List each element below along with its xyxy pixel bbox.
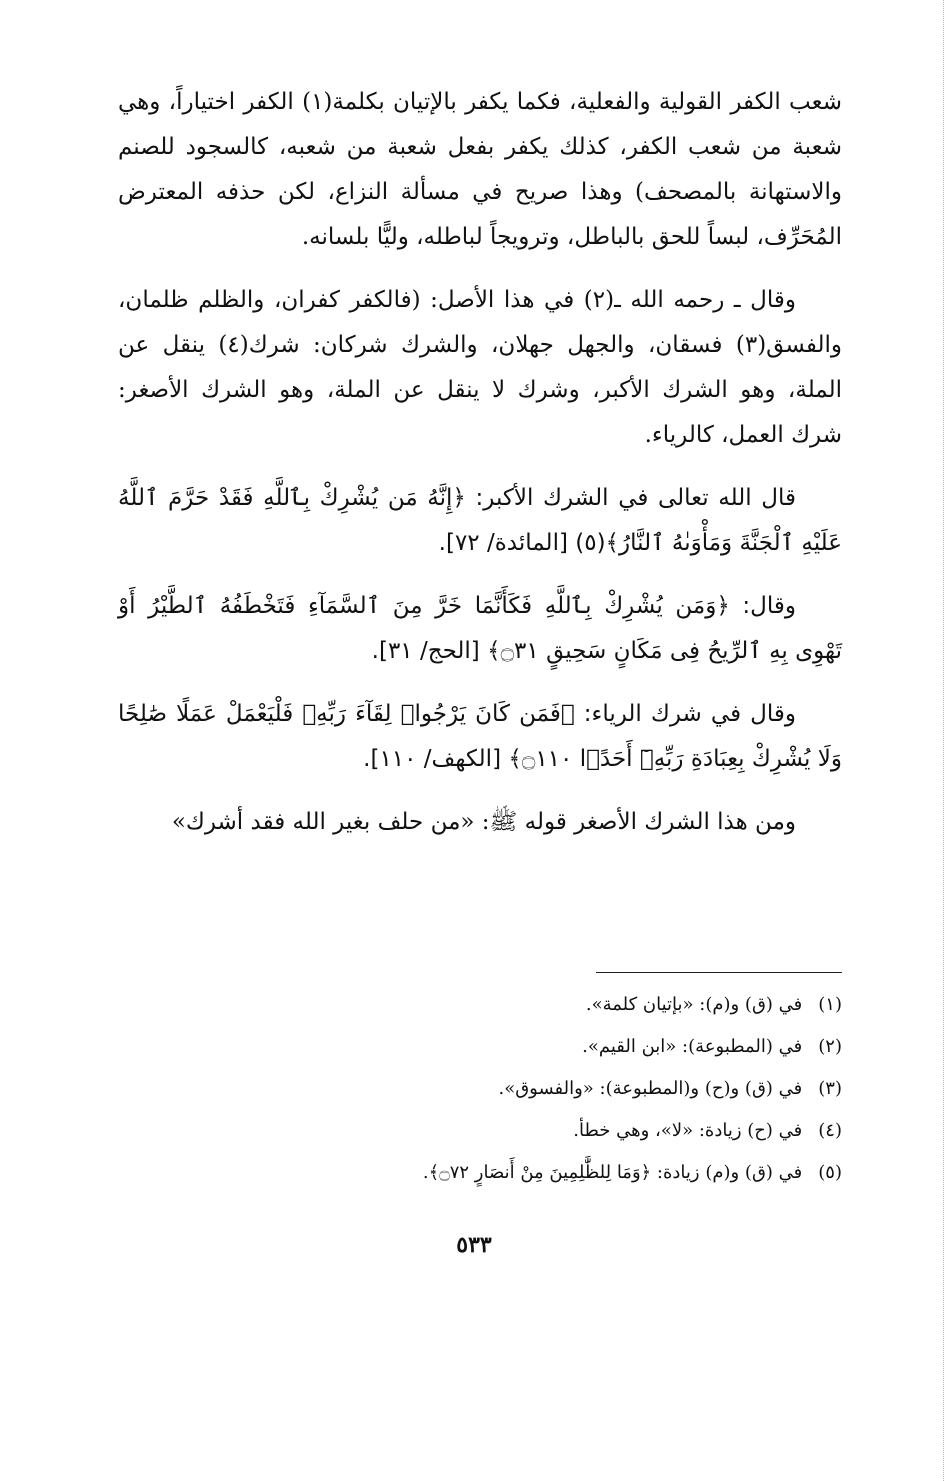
footnote-3 (118, 1068, 842, 1110)
paragraph-4-quran-verse: وقال: ﴿وَمَن يُشْرِكْ بِٱللَّهِ فَكَأَنَّمَا خَرَّ مِنَ ٱلسَّمَآءِ فَتَخْطَفُهُ ٱلطَّيْرُ أَوْ تَهْوِى بِهِ ٱلرِّيحُ فِى مَكَانٍ سَحِيقٍ ۝٣١﴾ [الحج/ ٣١]. (118, 593, 842, 664)
footnote-number: (١) (818, 994, 842, 1015)
page-edge (941, 0, 944, 1481)
footnote-divider (596, 972, 842, 973)
footnote-text: في (المطبوعة): «ابن القيم». (582, 1036, 803, 1057)
footnotes-list (118, 984, 842, 1194)
footnote-number: (٣) (818, 1078, 842, 1099)
paragraph-3-quran-verse: قال الله تعالى في الشرك الأكبر: ﴿إِنَّهُ مَن يُشْرِكْ بِٱللَّهِ فَقَدْ حَرَّمَ ٱللَّهُ عَلَيْهِ ٱلْجَنَّةَ وَمَأْوَىٰهُ ٱلنَّارُ﴾(٥) [المائدة/ ٧٢]. (118, 485, 842, 556)
footnote-5 (118, 1152, 842, 1194)
footnote-text: في (ق) و(ح) و(المطبوعة): «والفسوق». (498, 1078, 803, 1099)
paragraph-1: شعب الكفر القولية والفعلية، فكما يكفر بالإتيان بكلمة(١) الكفر اختياراً، وهي شعبة من شعب الكفر، كذلك يكفر بفعل شعبة من شعبه، كالسجود للصنم والاستهانة بالمصحف) وهذا صريح في مسألة النزاع، لكن حذفه المعترض المُحَرِّف، لبساً للحق بالباطل، وترويجاً لباطله، وليًّا بلسانه. (118, 89, 842, 250)
main-text (118, 80, 842, 863)
footnote-number: (٢) (818, 1036, 842, 1057)
footnote-2 (118, 1026, 842, 1068)
footnote-4 (118, 1110, 842, 1152)
page-number: ٥٣٣ (456, 1232, 492, 1258)
footnote-1 (118, 984, 842, 1026)
paragraph-6: ومن هذا الشرك الأصغر قوله ﷺ: «من حلف بغير الله فقد أشرك» (171, 809, 796, 835)
paragraph-2: وقال ـ رحمه الله ـ(٢) في هذا الأصل: (فالكفر كفران، والظلم ظلمان، والفسق(٣) فسقان، والجهل جهلان، والشرك شركان: شرك(٤) ينقل عن الملة، وهو الشرك الأكبر، وشرك لا ينقل عن الملة، وهو الشرك الأصغر: شرك العمل، كالرياء. (118, 287, 842, 448)
footnote-text: في (ح) زيادة: «لا»، وهي خطأ. (573, 1120, 803, 1141)
paragraph-5-quran-verse: وقال في شرك الرياء: ﴿فَمَن كَانَ يَرْجُوا۟ لِقَآءَ رَبِّهِۦ فَلْيَعْمَلْ عَمَلًا صَٰلِحًا وَلَا يُشْرِكْ بِعِبَادَةِ رَبِّهِۦٓ أَحَدًۢا ۝١١٠﴾ [الكهف/ ١١٠]. (118, 701, 842, 772)
footnote-number: (٤) (818, 1120, 842, 1141)
footnote-text: في (ق) و(م): «بإتيان كلمة». (585, 994, 803, 1015)
footnote-text: في (ق) و(م) زيادة: ﴿وَمَا لِلظَّٰلِمِينَ مِنْ أَنصَارٍ ۝٧٢﴾. (422, 1162, 803, 1183)
footnote-number: (٥) (818, 1162, 842, 1183)
